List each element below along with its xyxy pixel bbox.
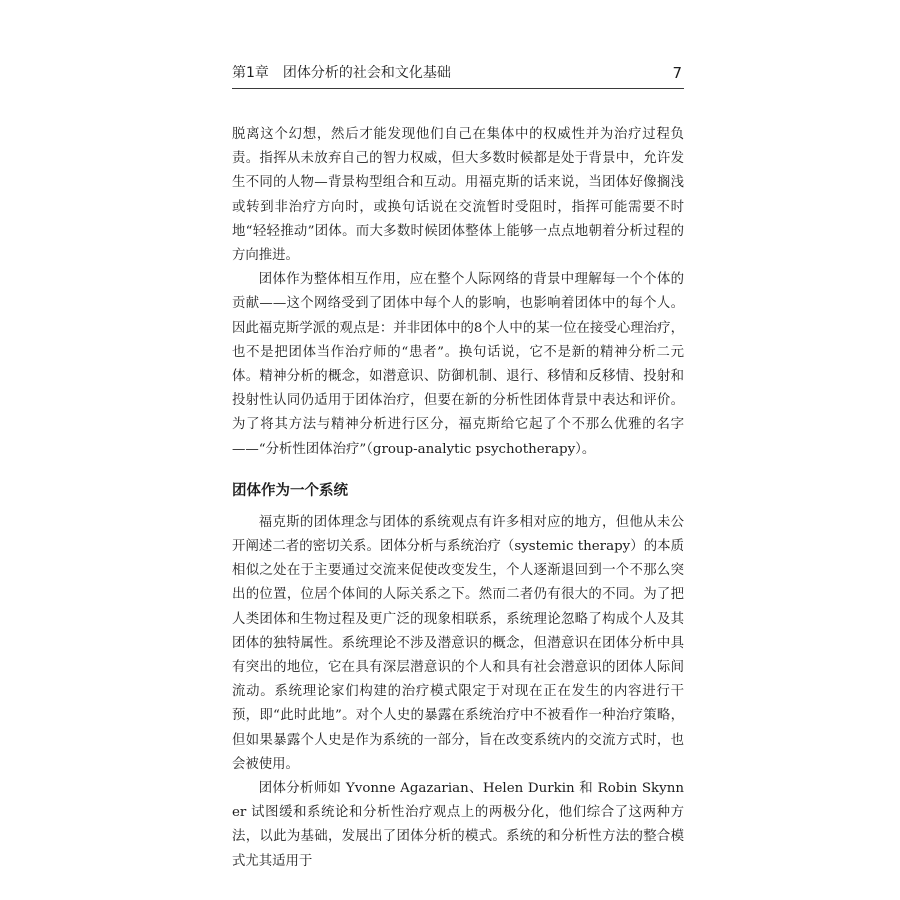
paragraph: 团体作为整体相互作用，应在整个人际网络的背景中理解每一个个体的贡献——这个网络受到了团体中每个人的影响，也影响着团体中的每个人。因此福克斯学派的观点是：并非团体中的8个人中的某一位在接受心理治疗，也不是把团体当作治疗师的“患者”。换句话说，它不是新的精神分析二元体。精神分析的概念，如潜意识、防御机制、退行、移情和反移情、投射和投射性认同仍适用于团体治疗，但要在新的分析性团体背景中表达和评价。为了将其方法与精神分析进行区分，福克斯给它起了个不那么优雅的名字——“分析性团体治疗”（group-analytic psychotherapy）。 xyxy=(232,272,684,457)
running-header xyxy=(232,58,684,89)
page-number: 7 xyxy=(672,64,682,82)
paragraph: 福克斯的团体理念与团体的系统观点有许多相对应的地方，但他从未公开阐述二者的密切关系。团体分析与系统治疗（systemic therapy）的本质相似之处在于主要通过交流来促使改变发生，个人逐渐退回到一个不那么突出的位置，位居个体间的人际关系之下。然而二者仍有很大的不同。为了把人类团体和生物过程及更广泛的现象相联系，系统理论忽略了构成个人及其团体的独特属性。系统理论不涉及潜意识的概念，但潜意识在团体分析中具有突出的地位，它在具有深层潜意识的个人和具有社会潜意识的团体人际间流动。系统理论家们构建的治疗模式限定于对现在正在发生的内容进行干预，即“此时此地”。对个人史的暴露在系统治疗中不被看作一种治疗策略，但如果暴露个人史是作为系统的一部分，旨在改变系统内的交流方式时，也会被使用。 xyxy=(232,514,684,772)
book-page xyxy=(232,58,684,869)
chapter-title: 第1章 团体分析的社会和文化基础 xyxy=(232,65,451,81)
paragraph: 团体分析师如 Yvonne Agazarian、Helen Durkin 和 Robin Skynner 试图缓和系统论和分析性治疗观点上的两极分化，他们综合了这两种方法，以此为基础，发展出了团体分析的模式。系统的和分析性方法的整合模式尤其适用于 xyxy=(232,781,684,869)
section-heading: 团体作为一个系统 xyxy=(232,482,348,499)
paragraph-continued: 脱离这个幻想，然后才能发现他们自己在集体中的权威性并为治疗过程负责。指挥从未放弃自己的智力权威，但大多数时候都是处于背景中，允许发生不同的人物—背景构型组合和互动。用福克斯的话来说，当团体好像搁浅或转到非治疗方向时，或换句话说在交流暂时受阻时，指挥可能需要不时地“轻轻推动”团体。而大多数时候团体整体上能够一点点地朝着分析过程的方向推进。 xyxy=(232,127,684,264)
body-text xyxy=(232,123,684,874)
